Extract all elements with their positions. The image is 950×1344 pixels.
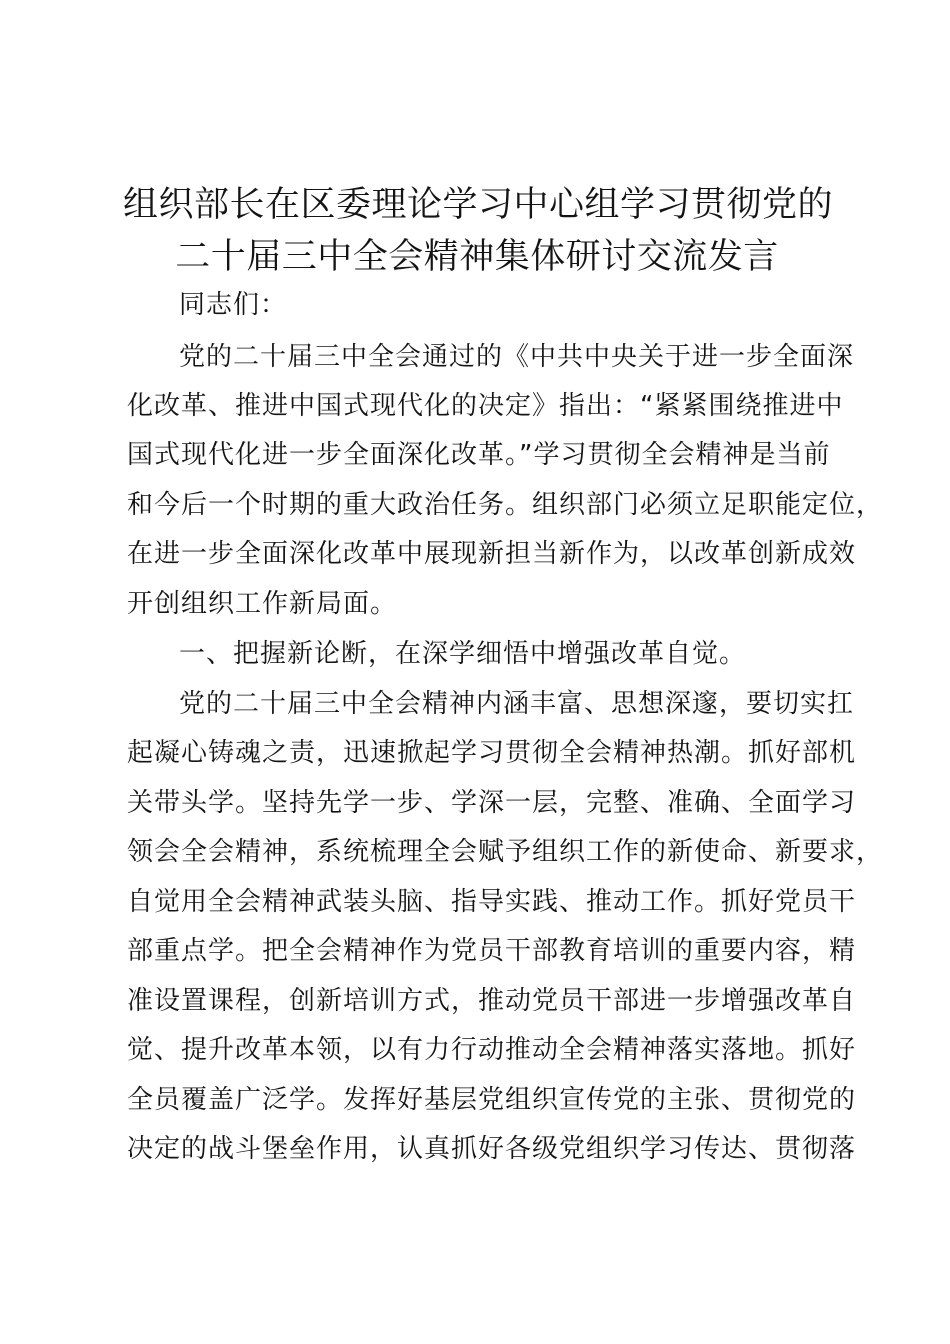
paragraph-line: 党的二十届三中全会精神内涵丰富、思想深邃，要切实扛 <box>179 689 855 719</box>
paragraph-line: 国式现代化进一步全面深化改革。”学习贯彻全会精神是当前 <box>127 440 831 470</box>
document-title-line-2: 二十届三中全会精神集体研讨交流发言 <box>175 237 779 277</box>
salutation: 同志们： <box>179 290 288 320</box>
paragraph-line: 关带头学。坚持先学一步、学深一层，完整、准确、全面学习 <box>127 788 857 818</box>
document-title-line-1: 组织部长在区委理论学习中心组学习贯彻党的 <box>122 185 833 225</box>
paragraph-line: 开创组织工作新局面。 <box>127 589 398 619</box>
paragraph-line: 领会全会精神，系统梳理全会赋予组织工作的新使命、新要求， <box>127 837 884 867</box>
paragraph-line: 在进一步全面深化改革中展现新担当新作为，以改革创新成效 <box>127 539 857 569</box>
section-heading: 一、把握新论断，在深学细悟中增强改革自觉。 <box>179 639 747 669</box>
paragraph-line: 全员覆盖广泛学。发挥好基层党组织宣传党的主张、贯彻党的 <box>127 1085 857 1115</box>
paragraph-line: 准设置课程，创新培训方式，推动党员干部进一步增强改革自 <box>127 986 857 1016</box>
paragraph-line: 和今后一个时期的重大政治任务。组织部门必须立足职能定位， <box>127 490 884 520</box>
paragraph-line: 部重点学。把全会精神作为党员干部教育培训的重要内容，精 <box>127 936 857 966</box>
paragraph-line: 党的二十届三中全会通过的《中共中央关于进一步全面深 <box>179 342 855 372</box>
paragraph-line: 觉、提升改革本领，以有力行动推动全会精神落实落地。抓好 <box>127 1035 857 1065</box>
paragraph-line: 化改革、推进中国式现代化的决定》指出：“紧紧围绕推进中 <box>127 391 844 421</box>
paragraph-line: 决定的战斗堡垒作用，认真抓好各级党组织学习传达、贯彻落 <box>127 1134 857 1164</box>
paragraph-line: 起凝心铸魂之责，迅速掀起学习贯彻全会精神热潮。抓好部机 <box>127 738 857 768</box>
paragraph-line: 自觉用全会精神武装头脑、指导实践、推动工作。抓好党员干 <box>127 887 857 917</box>
